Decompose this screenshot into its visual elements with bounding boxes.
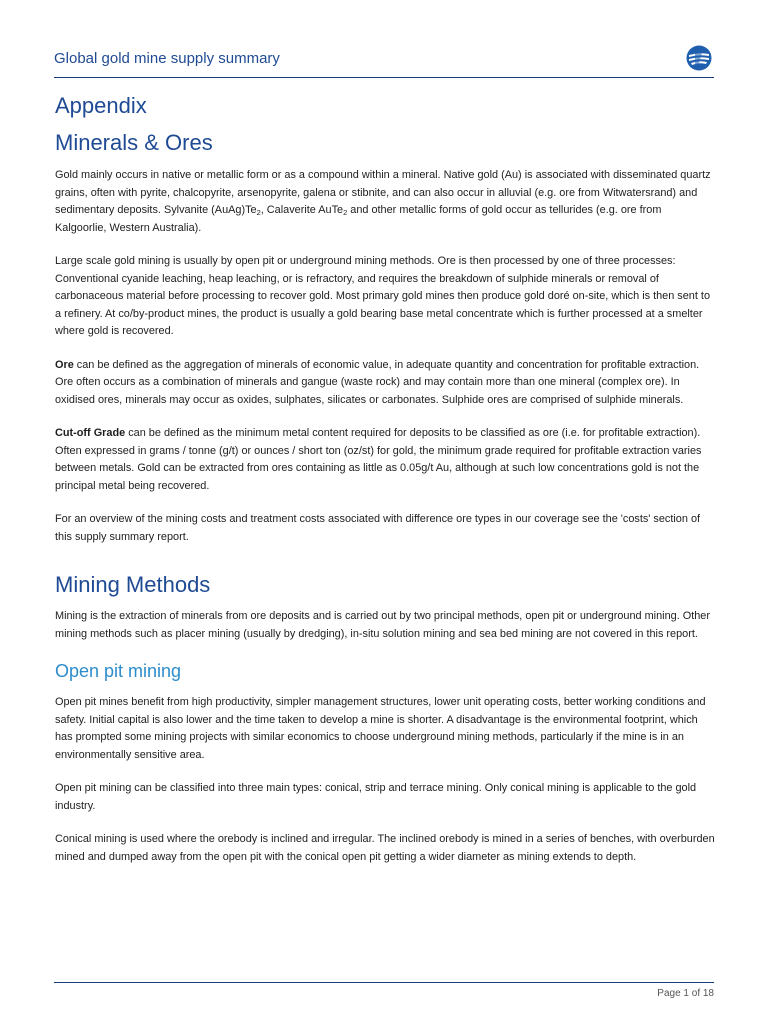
cutoff-grade-definition: Cut-off Grade can be defined as the minimum metal content required for deposits to be classified as ore (i.e. for profitable extraction). Often expressed in grams / tonne (g/t) or ounces / short ton (oz/st) for gold, the minimum grade required for profitable extraction varies between metals. Gold can be extracted from ores containing as little as 0.05g/t Au, although at such low concentrations gold is not the principal metal being recovered.: [55, 427, 702, 492]
minerals-paragraph-1: Gold mainly occurs in native or metallic form or as a compound within a mineral. Native gold (Au) is associated with disseminated quartz grains, often with pyrite, chalcopyrite, arsenopyrite, galena or stibnite, and can also occur in alluvial (e.g. ore from Witwatersrand) and sedimentary deposits. Sylvanite $(AuAg)Te_2$, Calaverite AuTe$_2$ and other metallic forms of gold occur as tellurides (e.g. ore from Kalgoorlie, Western Australia).: [55, 169, 711, 234]
page-header: [54, 44, 714, 78]
main-content: [55, 92, 715, 882]
minerals-paragraph-2: Large scale gold mining is usually by open pit or underground mining methods. Ore is then processed by one of three processes: Conventional cyanide leaching, heap leaching, or is refractory, and requires the breakdown of sulphide minerals or removal of carbonaceous material before processing to recover gold. Most primary gold mines then produce gold doré on-site, which is then sent to a refinery. At co/by-product mines, the product is usually a gold bearing base metal concentrate which is further processed at a smelter where gold is recovered.: [55, 255, 710, 337]
ore-term: Ore: [55, 358, 74, 371]
appendix-heading: Appendix: [55, 93, 147, 118]
mining-methods-heading: Mining Methods: [55, 572, 211, 597]
page-number: Page 1 of 18: [657, 988, 714, 999]
mining-methods-paragraph: Mining is the extraction of minerals from ore deposits and is carried out by two principal methods, open pit or underground mining. Other mining methods such as placer mining (usually by dredging), in-situ solution mining and sea bed mining are not covered in this report.: [55, 610, 710, 640]
footer-divider: [54, 982, 714, 983]
ore-definition: Ore can be defined as the aggregation of minerals of economic value, in adequate quantity and concentration for profitable extraction. Ore often occurs as a combination of minerals and gangue (waste rock) and may contain more than one mineral (complex ore). In oxidised ores, minerals may occur as oxides, sulphates, silicates or carbonates. Sulphide ores are comprised of sulphide minerals.: [55, 358, 700, 406]
open-pit-mining-heading: Open pit mining: [55, 661, 182, 681]
minerals-ores-heading: Minerals & Ores: [55, 130, 213, 155]
open-pit-paragraph-3: Conical mining is used where the orebody is inclined and irregular. The inclined orebody is mined in a series of benches, with overburden mined and dumped away from the open pit with the conical open pit getting a wider diameter as mining extends to depth.: [55, 833, 715, 863]
company-logo-icon: [686, 45, 712, 71]
cutoff-grade-term: Cut-off Grade: [55, 427, 126, 439]
open-pit-paragraph-1: Open pit mines benefit from high productivity, simpler management structures, lower unit operating costs, better working conditions and safety. Initial capital is also lower and the time taken to develop a mine is shorter. A disadvantage is the environmental footprint, which has prompted some mining projects with similar economics to choose underground mining methods, particularly if the mine is in an environmentally sensitive area.: [55, 696, 706, 761]
document-title: Global gold mine supply summary: [54, 50, 280, 67]
costs-overview-paragraph: For an overview of the mining costs and treatment costs associated with difference ore types in our coverage see the 'costs' section of this supply summary report.: [55, 513, 701, 543]
open-pit-paragraph-2: Open pit mining can be classified into three main types: conical, strip and terrace mining. Only conical mining is applicable to the gold industry.: [55, 782, 697, 812]
